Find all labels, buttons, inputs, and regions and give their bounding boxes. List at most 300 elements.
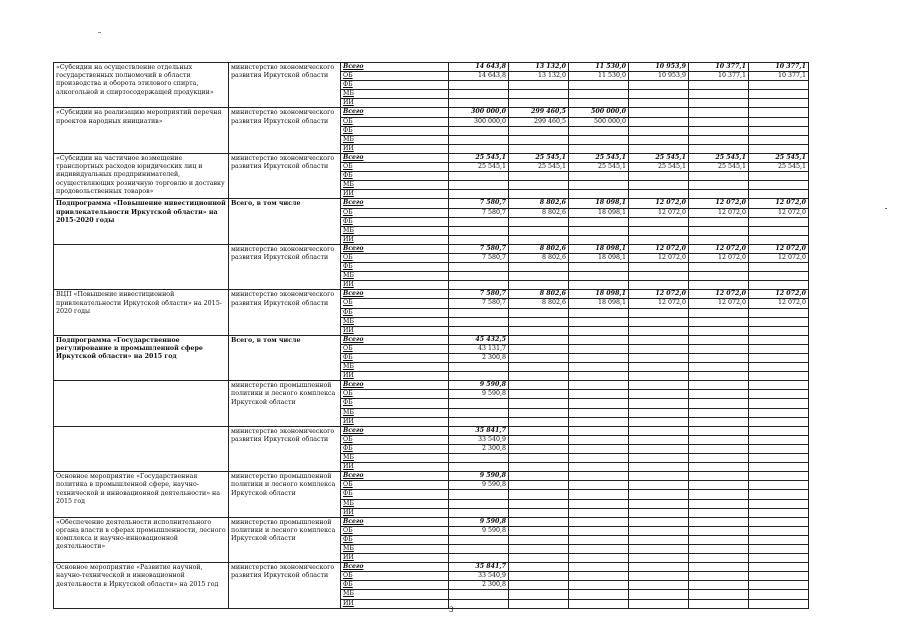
funding-source-cell: МБ [341,499,449,508]
amount-cell [629,444,689,453]
amount-cell [629,463,689,472]
amount-cell [629,326,689,335]
table-row [54,244,809,253]
amount-cell: 8 802,6 [509,199,569,208]
responsible-cell: Всего, в том числе [229,335,341,380]
amount-cell [569,563,629,572]
amount-cell [749,172,809,181]
amount-cell [629,344,689,353]
responsible-cell: министерство промышленной политики и лесного комплекса Иркутской области [229,472,341,517]
amount-cell [749,263,809,272]
amount-cell [629,81,689,90]
amount-cell [569,435,629,444]
amount-cell: 299 460,5 [509,108,569,117]
amount-cell [749,117,809,126]
amount-cell [749,326,809,335]
amount-cell [629,517,689,526]
amount-cell [449,535,509,544]
responsible-cell: министерство промышленной политики и лесного комплекса Иркутской области [229,381,341,426]
amount-cell [629,263,689,272]
amount-cell: 18 098,1 [569,244,629,253]
amount-cell: 25 545,1 [449,163,509,172]
amount-cell [629,117,689,126]
funding-source-cell: Всего [341,381,449,390]
amount-cell [569,508,629,517]
amount-cell [689,472,749,481]
amount-cell [509,526,569,535]
amount-cell [689,372,749,381]
amount-cell [569,272,629,281]
funding-source-cell: ИИ [341,554,449,563]
amount-cell: 33 540,9 [449,435,509,444]
amount-cell [689,117,749,126]
amount-cell [449,190,509,199]
amount-cell [629,426,689,435]
amount-cell [509,308,569,317]
amount-cell [509,599,569,608]
amount-cell [449,235,509,244]
amount-cell [569,144,629,153]
amount-cell [449,99,509,108]
amount-cell [509,344,569,353]
amount-cell [449,554,509,563]
amount-cell: 8 802,6 [509,299,569,308]
funding-source-cell: ФБ [341,444,449,453]
amount-cell: 12 072,0 [689,290,749,299]
amount-cell [449,490,509,499]
table-row [54,517,809,526]
amount-cell [569,372,629,381]
amount-cell: 9 590,8 [449,526,509,535]
amount-cell [629,317,689,326]
funding-source-cell: ИИ [341,508,449,517]
amount-cell: 12 072,0 [629,290,689,299]
amount-cell: 7 580,7 [449,244,509,253]
amount-cell: 18 098,1 [569,290,629,299]
amount-cell: 300 000,0 [449,117,509,126]
amount-cell [629,581,689,590]
responsible-cell: министерство экономического развития Иркутской области [229,244,341,289]
amount-cell [689,572,749,581]
amount-cell [749,190,809,199]
funding-source-cell: Всего [341,244,449,253]
amount-cell [629,354,689,363]
amount-cell [509,381,569,390]
funding-source-cell: ОБ [341,344,449,353]
amount-cell [749,535,809,544]
funding-source-cell: ИИ [341,417,449,426]
amount-cell [749,272,809,281]
amount-cell [629,372,689,381]
amount-cell [509,390,569,399]
amount-cell [749,363,809,372]
amount-cell: 7 580,7 [449,199,509,208]
amount-cell [509,590,569,599]
amount-cell [749,563,809,572]
amount-cell [629,390,689,399]
amount-cell [449,399,509,408]
amount-cell: 25 545,1 [509,153,569,162]
amount-cell [749,490,809,499]
amount-cell: 33 540,9 [449,572,509,581]
amount-cell [749,472,809,481]
amount-cell [749,135,809,144]
amount-cell [569,90,629,99]
amount-cell: 12 072,0 [629,208,689,217]
amount-cell [689,599,749,608]
amount-cell: 12 072,0 [689,208,749,217]
amount-cell: 7 580,7 [449,253,509,262]
amount-cell [509,472,569,481]
amount-cell [749,181,809,190]
amount-cell [689,144,749,153]
amount-cell: 10 953,9 [629,72,689,81]
amount-cell [569,235,629,244]
amount-cell [689,444,749,453]
amount-cell: 25 545,1 [569,153,629,162]
table-row [54,335,809,344]
amount-cell [749,599,809,608]
amount-cell [569,517,629,526]
amount-cell: 12 072,0 [629,299,689,308]
funding-source-cell: ФБ [341,172,449,181]
amount-cell: 25 545,1 [509,163,569,172]
funding-source-cell: ФБ [341,490,449,499]
amount-cell [689,544,749,553]
amount-cell: 500 000,0 [569,117,629,126]
amount-cell [509,335,569,344]
amount-cell: 12 072,0 [749,253,809,262]
amount-cell [629,335,689,344]
amount-cell [509,81,569,90]
amount-cell [569,526,629,535]
funding-source-cell: Всего [341,63,449,72]
amount-cell [509,572,569,581]
program-name-cell: Подпрограмма «Государственное регулирование в промышленной сфере Иркутской области» на 2015 год [54,335,229,380]
amount-cell [509,563,569,572]
amount-cell [629,554,689,563]
amount-cell [509,272,569,281]
amount-cell [449,463,509,472]
amount-cell [749,499,809,508]
scan-speck [885,208,887,209]
amount-cell [449,544,509,553]
table-row [54,63,809,72]
amount-cell: 300 000,0 [449,108,509,117]
amount-cell [449,90,509,99]
amount-cell [509,363,569,372]
funding-source-cell: Всего [341,426,449,435]
amount-cell [749,544,809,553]
amount-cell [569,81,629,90]
amount-cell [629,599,689,608]
amount-cell: 299 460,5 [509,117,569,126]
funding-source-cell: ОБ [341,208,449,217]
amount-cell: 13 132,0 [509,63,569,72]
amount-cell [689,481,749,490]
funding-source-cell: ИИ [341,599,449,608]
amount-cell: 18 098,1 [569,253,629,262]
amount-cell [629,90,689,99]
responsible-cell: министерство промышленной политики и лесного комплекса Иркутской области [229,517,341,562]
amount-cell: 9 590,8 [449,472,509,481]
amount-cell [509,263,569,272]
amount-cell: 11 530,0 [569,72,629,81]
table-row [54,108,809,117]
funding-source-cell: Всего [341,335,449,344]
table-row [54,472,809,481]
amount-cell [449,226,509,235]
amount-cell [449,454,509,463]
amount-cell [749,590,809,599]
amount-cell: 25 545,1 [569,163,629,172]
program-name-cell: «Обеспечение деятельности исполнительного органа власти в сферах промышленности, лесного комплекса и научно-инновационной деятельности» [54,517,229,562]
amount-cell [749,408,809,417]
program-name-cell [54,381,229,426]
funding-source-cell: ОБ [341,163,449,172]
amount-cell [449,263,509,272]
funding-source-cell: ИИ [341,463,449,472]
amount-cell [509,454,569,463]
amount-cell [629,472,689,481]
amount-cell [749,81,809,90]
amount-cell: 25 545,1 [689,163,749,172]
amount-cell [569,472,629,481]
amount-cell: 10 377,1 [689,63,749,72]
amount-cell [749,235,809,244]
amount-cell: 35 841,7 [449,426,509,435]
amount-cell [689,81,749,90]
amount-cell: 10 953,9 [629,63,689,72]
funding-source-cell: ИИ [341,235,449,244]
funding-source-cell: Всего [341,199,449,208]
funding-source-cell: ИИ [341,326,449,335]
amount-cell: 10 377,1 [689,72,749,81]
table-row [54,381,809,390]
amount-cell [569,390,629,399]
amount-cell: 7 580,7 [449,299,509,308]
amount-cell [569,281,629,290]
amount-cell [449,372,509,381]
amount-cell [509,181,569,190]
funding-source-cell: ФБ [341,581,449,590]
funding-source-cell: ФБ [341,399,449,408]
amount-cell [629,563,689,572]
amount-cell [509,499,569,508]
amount-cell [509,481,569,490]
amount-cell [629,281,689,290]
amount-cell [629,226,689,235]
funding-source-cell: ИИ [341,372,449,381]
amount-cell [509,435,569,444]
amount-cell: 12 072,0 [629,199,689,208]
amount-cell [749,572,809,581]
funding-source-cell: МБ [341,363,449,372]
amount-cell [689,281,749,290]
amount-cell [689,90,749,99]
funding-source-cell: Всего [341,153,449,162]
amount-cell [449,135,509,144]
funding-source-cell: Всего [341,108,449,117]
amount-cell [749,554,809,563]
program-name-cell: Подпрограмма «Повышение инвестиционной привлекательности Иркутской области» на 2015-2020 годы [54,199,229,244]
amount-cell [749,390,809,399]
amount-cell [689,172,749,181]
amount-cell [569,317,629,326]
amount-cell: 2 300,8 [449,354,509,363]
responsible-cell: министерство экономического развития Иркутской области [229,290,341,335]
amount-cell [749,481,809,490]
amount-cell [629,308,689,317]
table-row [54,199,809,208]
amount-cell: 25 545,1 [629,163,689,172]
amount-cell [569,572,629,581]
amount-cell [749,281,809,290]
funding-source-cell: ФБ [341,217,449,226]
amount-cell [689,490,749,499]
amount-cell [689,272,749,281]
amount-cell [569,226,629,235]
amount-cell [569,135,629,144]
amount-cell [629,99,689,108]
amount-cell [749,317,809,326]
amount-cell [509,217,569,226]
amount-cell [449,499,509,508]
amount-cell [509,226,569,235]
amount-cell [569,399,629,408]
amount-cell [749,581,809,590]
amount-cell [569,554,629,563]
amount-cell [569,181,629,190]
amount-cell [749,399,809,408]
amount-cell [629,135,689,144]
amount-cell: 9 590,8 [449,517,509,526]
amount-cell: 18 098,1 [569,299,629,308]
amount-cell [569,326,629,335]
amount-cell [629,381,689,390]
funding-source-cell: Всего [341,472,449,481]
funding-source-cell: МБ [341,90,449,99]
amount-cell [629,508,689,517]
amount-cell [749,508,809,517]
amount-cell [449,599,509,608]
amount-cell [509,408,569,417]
amount-cell [509,517,569,526]
responsible-cell: министерство экономического развития Иркутской области [229,153,341,198]
amount-cell: 14 643,8 [449,72,509,81]
amount-cell: 25 545,1 [449,153,509,162]
amount-cell [509,235,569,244]
amount-cell: 9 590,8 [449,390,509,399]
amount-cell [629,499,689,508]
amount-cell: 10 377,1 [749,72,809,81]
amount-cell: 9 590,8 [449,381,509,390]
amount-cell [629,108,689,117]
amount-cell [689,417,749,426]
amount-cell: 14 643,8 [449,63,509,72]
amount-cell [749,126,809,135]
amount-cell [569,99,629,108]
amount-cell [749,426,809,435]
amount-cell [509,126,569,135]
amount-cell [569,354,629,363]
amount-cell [629,490,689,499]
amount-cell [629,217,689,226]
amount-cell [569,490,629,499]
amount-cell [689,363,749,372]
amount-cell [509,190,569,199]
funding-source-cell: ФБ [341,263,449,272]
amount-cell: 25 545,1 [689,153,749,162]
funding-source-cell: ОБ [341,253,449,262]
amount-cell [569,599,629,608]
amount-cell: 12 072,0 [749,290,809,299]
amount-cell [689,499,749,508]
funding-source-cell: ОБ [341,117,449,126]
amount-cell [569,544,629,553]
amount-cell [689,554,749,563]
amount-cell: 45 432,5 [449,335,509,344]
amount-cell: 25 545,1 [749,163,809,172]
program-name-cell [54,244,229,289]
amount-cell [509,463,569,472]
program-name-cell: «Субсидии на реализацию мероприятий перечня проектов народных инициатив» [54,108,229,153]
amount-cell: 13 132,0 [509,72,569,81]
amount-cell [689,399,749,408]
amount-cell [569,426,629,435]
amount-cell [689,135,749,144]
amount-cell [689,408,749,417]
funding-source-cell: МБ [341,454,449,463]
amount-cell [749,354,809,363]
amount-cell: 12 072,0 [749,244,809,253]
amount-cell [749,99,809,108]
amount-cell [689,590,749,599]
amount-cell [629,481,689,490]
table-row [54,290,809,299]
amount-cell [509,372,569,381]
amount-cell [689,381,749,390]
funding-source-cell: МБ [341,181,449,190]
amount-cell [689,454,749,463]
amount-cell: 25 545,1 [749,153,809,162]
amount-cell [569,172,629,181]
amount-cell: 12 072,0 [629,244,689,253]
amount-cell [569,217,629,226]
amount-cell [449,308,509,317]
amount-cell [749,517,809,526]
amount-cell [689,317,749,326]
scan-speck [98,32,101,33]
amount-cell [449,217,509,226]
amount-cell [509,135,569,144]
responsible-cell: министерство экономического развития Иркутской области [229,563,341,608]
amount-cell: 12 072,0 [689,299,749,308]
amount-cell [509,99,569,108]
amount-cell [629,590,689,599]
amount-cell [749,381,809,390]
amount-cell: 12 072,0 [689,199,749,208]
amount-cell: 25 545,1 [629,153,689,162]
amount-cell [629,526,689,535]
amount-cell [629,172,689,181]
funding-source-cell: ОБ [341,299,449,308]
page-number: 3 [449,606,454,614]
funding-source-cell: ОБ [341,572,449,581]
funding-source-cell: ОБ [341,526,449,535]
amount-cell [449,417,509,426]
amount-cell [569,335,629,344]
